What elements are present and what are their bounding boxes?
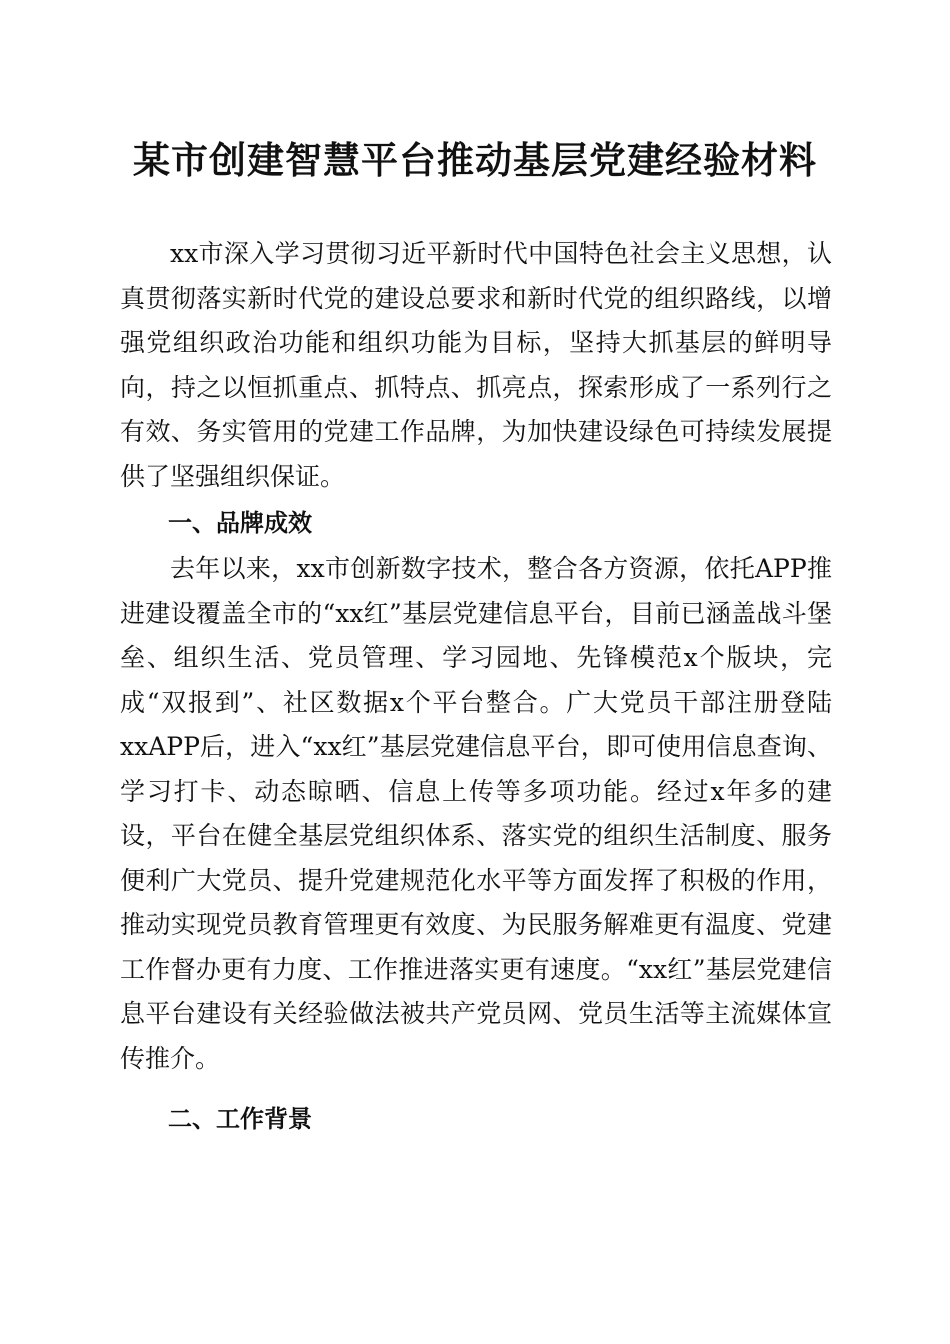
section-paragraph-brand-results: 去年以来，xx市创新数字技术，整合各方资源，依托APP推进建设覆盖全市的“xx红”基层党建信息平台，目前已涵盖战斗堡垒、组织生活、党员管理、学习园地、先锋模范x个版块，完成“双报到”、社区数据x个平台整合。广大党员干部注册登陆xxAPP后，进入“xx红”基层党建信息平台，即可使用信息查询、学习打卡、动态晾晒、信息上传等多项功能。经过x年多的建设，平台在健全基层党组织体系、落实党的组织生活制度、服务便利广大党员、提升党建规范化水平等方面发挥了积极的作用，推动实现党员教育管理更有效度、为民服务解难更有温度、党建工作督办更有力度、工作推进落实更有速度。“xx红”基层党建信息平台建设有关经验做法被共产党员网、党员生活等主流媒体宣传推介。 [120,554,832,1073]
section-heading-work-background: 二、工作背景 [168,1105,312,1133]
intro-paragraph: xx市深入学习贯彻习近平新时代中国特色社会主义思想，认真贯彻落实新时代党的建设总要求和新时代党的组织路线，以增强党组织政治功能和组织功能为目标，坚持大抓基层的鲜明导向，持之以恒抓重点、抓特点、抓亮点，探索形成了一系列行之有效、务实管用的党建工作品牌，为加快建设绿色可持续发展提供了坚强组织保证。 [120,239,832,491]
section-heading-brand-results: 一、品牌成效 [168,509,312,537]
document-title: 某市创建智慧平台推动基层党建经验材料 [133,138,817,182]
document-body [120,232,832,1143]
